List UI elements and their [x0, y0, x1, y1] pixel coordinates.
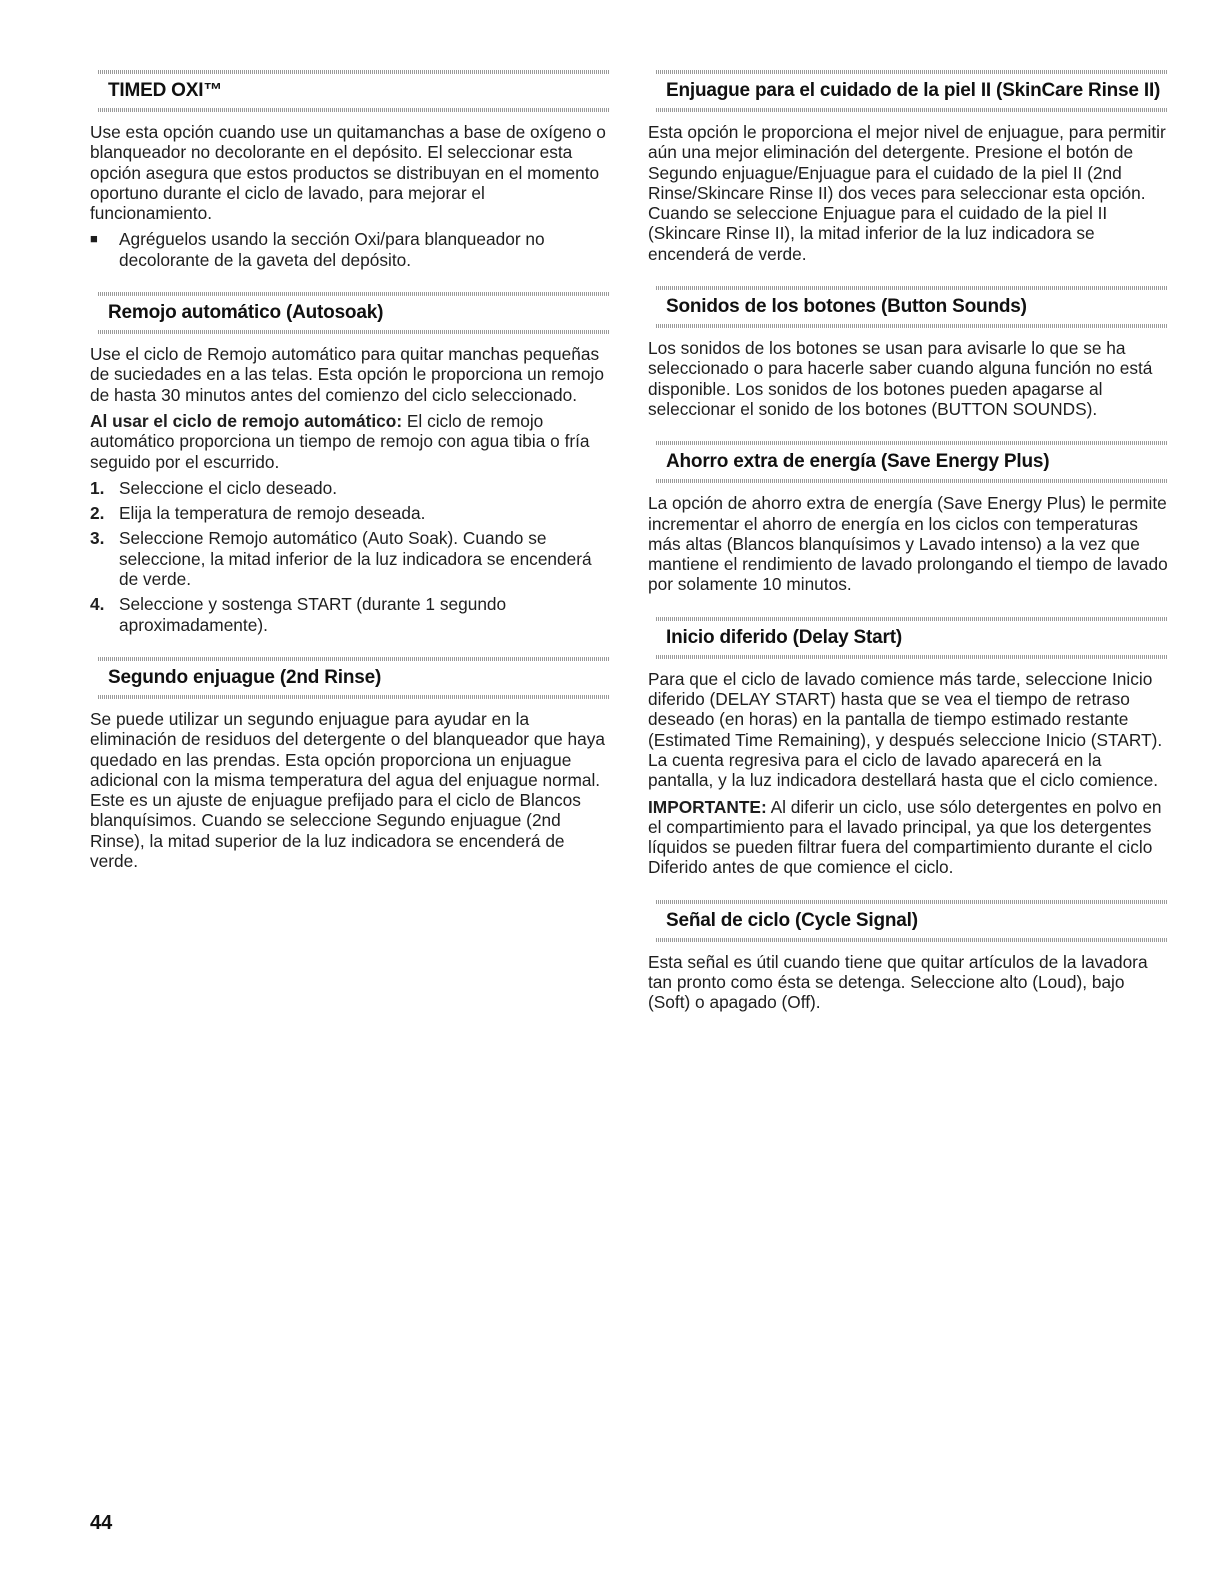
section-divider — [656, 286, 1168, 290]
section-body: Use el ciclo de Remojo automático para quitar manchas pequeñas de suciedades en a las telas. Esta opción le proporciona un remojo de hasta 30 minutos antes del comienzo del ciclo seleccionado. — [90, 344, 604, 405]
section-divider — [98, 292, 610, 296]
section-heading: Remojo automático (Autosoak) — [108, 302, 384, 324]
important-note — [648, 797, 1168, 878]
skincare-rinse-section — [648, 70, 1168, 264]
section-divider — [656, 441, 1168, 445]
section-heading: Segundo enjuague (2nd Rinse) — [108, 666, 382, 688]
page-number: 44 — [90, 1512, 113, 1534]
section-heading: Señal de ciclo (Cycle Signal) — [666, 909, 918, 931]
cycle-signal-section — [648, 900, 1168, 1013]
section-divider — [656, 479, 1168, 483]
step-text: Seleccione Remojo automático (Auto Soak). Cuando se seleccione, la mitad inferior de la luz indicadora se encenderá de verde. — [119, 528, 592, 590]
button-sounds-section — [648, 286, 1168, 419]
step-item — [90, 594, 610, 635]
section-divider — [656, 900, 1168, 904]
section-body: La opción de ahorro extra de energía (Save Energy Plus) le permite incrementar el ahorro de energía en los ciclos con temperaturas más altas (Blancos blanquísimos y Lavado intenso) a la vez que mantiene el rendimiento de lavado prolongando el tiempo de lavado por solamente 10 minutos. — [648, 493, 1168, 595]
step-text: Elija la temperatura de remojo deseada. — [119, 503, 426, 524]
steps-list — [90, 478, 610, 635]
section-heading: TIMED OXI™ — [108, 80, 223, 101]
bullet-item — [90, 229, 610, 270]
section-body: Use esta opción cuando use un quitamanchas a base de oxígeno o blanqueador no decolorante en el depósito. El seleccionar esta opción asegura que estos productos se distribuyan en el momento oportuno durante el ciclo de lavado, para mejorar el funcionamiento. — [90, 122, 606, 224]
section-divider — [656, 655, 1168, 659]
instruction-lead — [90, 411, 610, 472]
step-item — [90, 503, 610, 523]
autosoak-section — [90, 292, 610, 635]
step-number: 1. — [90, 477, 105, 498]
section-divider — [656, 324, 1168, 328]
important-label: IMPORTANTE: — [648, 796, 767, 817]
instruction-lead-bold: Al usar el ciclo de remojo automático: — [90, 410, 403, 431]
step-item — [90, 528, 610, 589]
section-body: Esta señal es útil cuando tiene que quitar artículos de la lavadora tan pronto como ésta se detenga. Seleccione alto (Loud), bajo (Soft) o apagado (Off). — [648, 951, 1148, 1013]
step-text: Seleccione y sostenga START (durante 1 segundo aproximadamente). — [119, 594, 507, 635]
step-number: 2. — [90, 503, 105, 524]
section-body: Esta opción le proporciona el mejor nivel de enjuague, para permitir aún una mejor eliminación del detergente. Presione el botón de Segundo enjuague/Enjuague para el cuidado de la piel II (2nd Rinse/Skincare Rinse II) dos veces para seleccionar esta opción. Cuando se seleccione Enjuague para el cuidado de la piel II (Skincare Rinse II), la mitad inferior de la luz indicadora se encenderá de verde. — [648, 122, 1166, 264]
section-divider — [656, 938, 1168, 942]
section-divider — [98, 657, 610, 661]
step-number: 3. — [90, 528, 105, 549]
bullet-square-icon: ■ — [90, 231, 98, 247]
section-divider — [98, 108, 610, 112]
important-text: Al diferir un ciclo, use sólo detergentes en polvo en el compartimiento para el lavado principal, ya que los detergentes líquidos se pueden filtrar fuera del compartimiento durante el ciclo Diferido antes de que comience el ciclo. — [648, 796, 1162, 878]
section-body: Los sonidos de los botones se usan para avisarle lo que se ha seleccionado o para hacerle saber cuando alguna función no está disponible. Los sonidos de los botones pueden apagarse al seleccionar el sonido de los botones (BUTTON SOUNDS). — [648, 338, 1153, 419]
timed-oxi-section — [90, 70, 610, 270]
step-text: Seleccione el ciclo deseado. — [119, 477, 338, 498]
step-number: 4. — [90, 594, 105, 615]
section-body: Se puede utilizar un segundo enjuague para ayudar en la eliminación de residuos del detergente o del blanqueador que haya quedado en las prendas. Esta opción proporciona un enjuague adicional con la misma temperatura del agua del enjuague normal. Este es un ajuste de enjuague prefijado para el ciclo de Blancos blanquísimos. Cuando se seleccione Segundo enjuague (2nd Rinse), la mitad superior de la luz indicadora se encenderá de verde. — [90, 708, 605, 872]
section-divider — [98, 695, 610, 699]
bullet-text: Agréguelos usando la sección Oxi/para blanqueador no decolorante de la gaveta del depósito. — [119, 229, 545, 270]
save-energy-section — [648, 441, 1168, 594]
section-heading: Enjuague para el cuidado de la piel II (SkinCare Rinse II) — [666, 80, 1161, 101]
step-item — [90, 478, 610, 498]
left-column — [90, 70, 610, 893]
right-column — [648, 70, 1168, 1035]
section-heading: Inicio diferido (Delay Start) — [666, 626, 902, 648]
section-divider — [98, 330, 610, 334]
section-divider — [656, 70, 1168, 74]
section-divider — [656, 108, 1168, 112]
instruction-lead-text: El ciclo de remojo automático proporciona un tiempo de remojo con agua tibia o fría seguido por el escurrido. — [90, 410, 590, 472]
section-heading: Ahorro extra de energía (Save Energy Plus) — [666, 451, 1050, 473]
delay-start-section — [648, 617, 1168, 878]
second-rinse-section — [90, 657, 610, 871]
section-body: Para que el ciclo de lavado comience más tarde, seleccione Inicio diferido (DELAY START) hasta que se vea el tiempo de retraso deseado (en horas) en la pantalla de tiempo estimado restante (Estimated Time Remaining), y después seleccione Inicio (START). La cuenta regresiva para el ciclo de lavado aparecerá en la pantalla, y la luz indicadora destellará hasta que el ciclo comience. — [648, 668, 1163, 791]
section-divider — [656, 617, 1168, 621]
section-heading: Sonidos de los botones (Button Sounds) — [666, 296, 1027, 318]
section-divider — [98, 70, 610, 74]
